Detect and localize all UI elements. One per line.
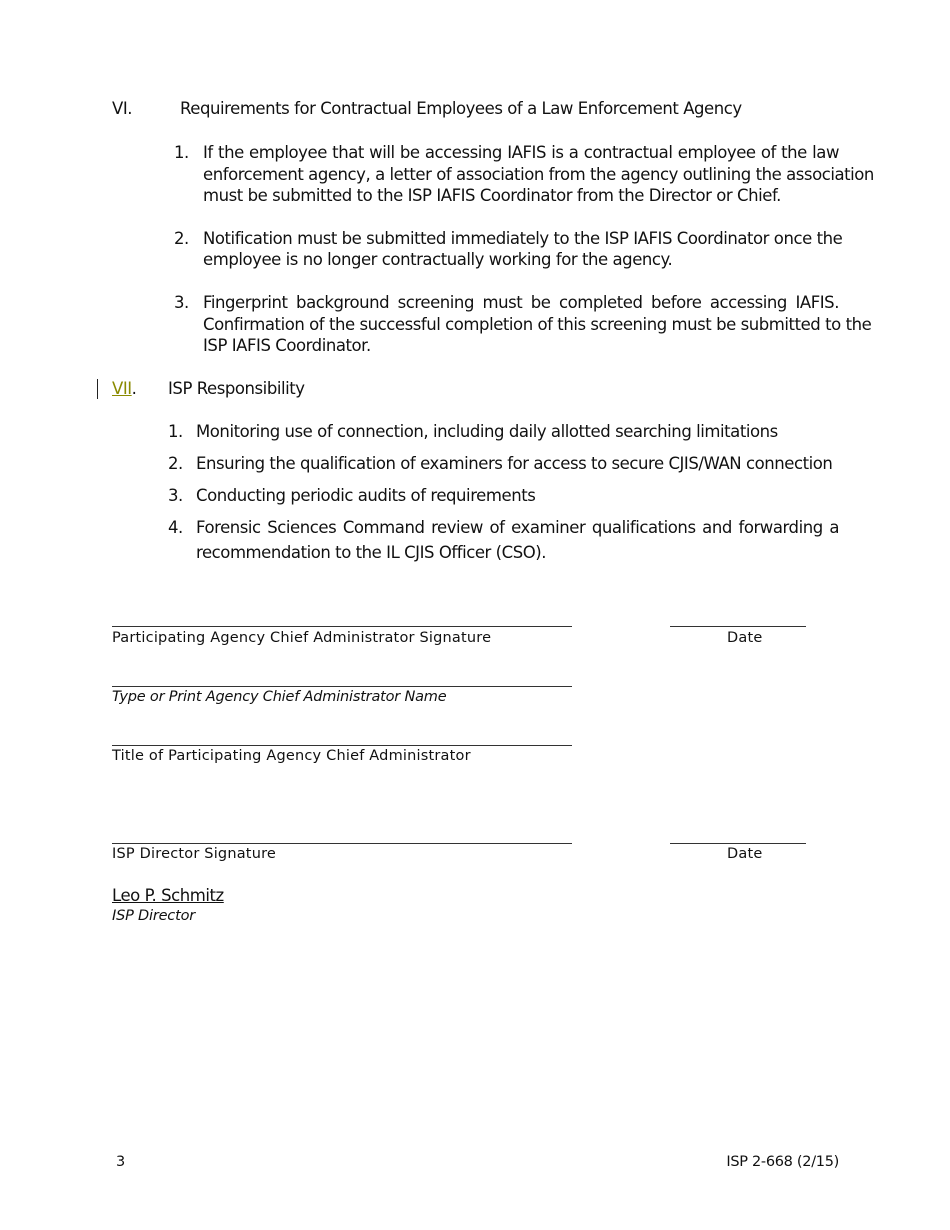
revision-change-bar (97, 379, 98, 399)
isp-signature-line (112, 843, 572, 844)
section-7-item-3-text: Conducting periodic audits of requirements (196, 486, 536, 505)
agency-title-line (112, 745, 572, 746)
agency-date-line (670, 626, 806, 627)
section-7-numeral (112, 378, 136, 400)
section-6-item-3-number: 3. (174, 293, 189, 312)
section-7-item-2-text: Ensuring the qualification of examiners for access to secure CJIS/WAN connection (196, 454, 833, 473)
section-6-item-3-line-1: Fingerprint background screening must be completed before accessing IAFIS. (203, 293, 839, 312)
section-7-item-4-number: 4. (168, 518, 183, 537)
section-6-heading: Requirements for Contractual Employees of a Law Enforcement Agency (180, 99, 742, 118)
section-7-item-1-number: 1. (168, 422, 183, 441)
page-number: 3 (116, 1154, 126, 1170)
section-6-item-1-line-1: If the employee that will be accessing IAFIS is a contractual employee of the law (203, 143, 839, 162)
section-7-heading: ISP Responsibility (168, 379, 305, 398)
isp-date-label: Date (727, 846, 763, 862)
isp-signature-label: ISP Director Signature (112, 846, 277, 862)
section-6-item-2-number: 2. (174, 229, 189, 248)
section-7-item-1-text: Monitoring use of connection, including daily allotted searching limitations (196, 422, 778, 441)
section-7-numeral-dot: . (131, 379, 137, 398)
agency-name-line (112, 686, 572, 687)
section-7-numeral-tracked-change: VII (112, 379, 132, 398)
section-7-item-2-number: 2. (168, 454, 183, 473)
agency-date-label: Date (727, 630, 763, 646)
agency-title-label: Title of Participating Agency Chief Administrator (112, 748, 471, 764)
section-6-item-1-number: 1. (174, 143, 189, 162)
section-6-item-3-line-3: ISP IAFIS Coordinator. (203, 336, 371, 355)
agency-name-label: Type or Print Agency Chief Administrator Name (112, 689, 447, 705)
section-6-item-2-line-1: Notification must be submitted immediately to the ISP IAFIS Coordinator once the (203, 229, 843, 248)
section-7-item-3-number: 3. (168, 486, 183, 505)
section-6-item-3-line-2: Confirmation of the successful completion of this screening must be submitted to the (203, 315, 872, 334)
section-7-item-4-line-1: Forensic Sciences Command review of examiner qualifications and forwarding a (196, 518, 839, 537)
section-6-item-1-line-3: must be submitted to the ISP IAFIS Coordinator from the Director or Chief. (203, 186, 781, 205)
section-7-item-4-line-2: recommendation to the IL CJIS Officer (CSO). (196, 543, 547, 562)
director-name: Leo P. Schmitz (112, 886, 224, 905)
form-number: ISP 2-668 (2/15) (726, 1154, 839, 1170)
agency-signature-line (112, 626, 572, 627)
section-6-numeral: VI. (112, 99, 133, 118)
isp-date-line (670, 843, 806, 844)
section-6-item-1-line-2: enforcement agency, a letter of association from the agency outlining the association (203, 165, 874, 184)
agency-signature-label: Participating Agency Chief Administrator Signature (112, 630, 492, 646)
section-6-item-2-line-2: employee is no longer contractually working for the agency. (203, 250, 673, 269)
director-title: ISP Director (112, 908, 195, 924)
